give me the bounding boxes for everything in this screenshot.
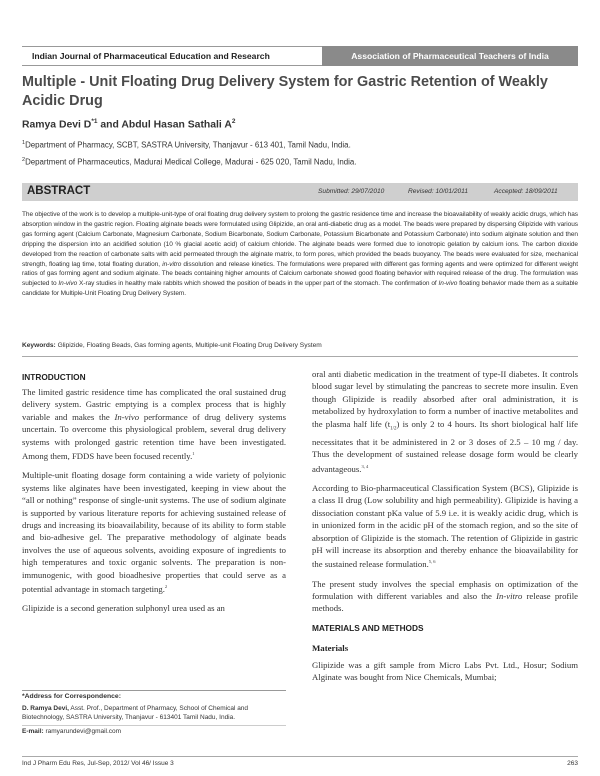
- abstract-heading: ABSTRACT: [27, 185, 91, 197]
- accepted-date: Accepted: 18/09/2011: [494, 188, 558, 195]
- author-line: [22, 118, 235, 130]
- left-column: [22, 386, 286, 622]
- keywords-text: Glipizide, Floating Beads, Gas forming agents, Multiple-unit Floating Drug Delivery System: [57, 342, 322, 349]
- right-paragraph-2: According to Bio-pharmaceutical Classification System (BCS), Glipizide is a class II drug (Low solubility and high permeability). Glipizide is having a dissociation constant pKa value of 5.9 i.e. it is weakly acidic drug, which is in unionized form in the acidic pH of the stomach region, and so the site of absorption of Glipizide is the stomach. The retention of Glipizide in gastric pH will increase its absorption and thereby enhance the bioavailability for the sustained release formulation.$^{5, 6}$: [312, 482, 578, 570]
- submitted-date: Submitted: 29/07/2010: [318, 188, 385, 195]
- author-1-sup: *1: [91, 118, 98, 125]
- association-name: Association of Pharmaceutical Teachers of India: [322, 46, 578, 66]
- keywords: [22, 342, 578, 349]
- abstract-bar: [22, 183, 578, 201]
- materials-heading: Materials: [312, 643, 349, 654]
- intro-paragraph-1: The limited gastric residence time has complicated the oral sustained drug delivery system. Gastric emptying is a complex process that is highly variable and makes the In-vivo performance of drug delivery systems uncertain. To overcome this physiological problem, several drug delivery systems with prolonged gastric retention time have been investigated. Among them, FDDS have been focused recently.$^1$: [22, 387, 286, 461]
- affiliation-2: $^2$Department of Pharmaceutics, Madurai Medical College, Madurai - 625 020, Tamil Nadu, India.: [22, 157, 357, 167]
- materials-methods-heading: MATERIALS AND METHODS: [312, 622, 424, 633]
- correspondence-email: E-mail: ramyarundevi@gmail.com: [22, 725, 286, 737]
- revised-date: Revised: 10/01/2011: [408, 188, 468, 195]
- journal-header: [22, 46, 578, 66]
- abstract-text: The objective of the work is to develop a multiple-unit-type of oral floating drug delivery system to prolong the gastric residence time and increase the bioavailability of weakly acidic drugs, which has absorption window in the gastric region. Floating alginate beads were formulated using Glipizide, an oral anti-diabetic drug as a model. The beads were prepared by dispersing Glipizide with various gas forming agent (Calcium Carbonate, Magnesium Carbonate, Sodium Bicarbonate, Sodium Carbonate, Potassium Bicarbonate and Potassium Carbonate) into sodium alginate solution and then dripping the dispersion into an acidified solution (10 % glacial acetic acid) of calcium chloride. The alginate beads were formed due to ionotropic gelation by calcium ions. The carbon dioxide developed from the reaction of carbonate salts with acid permeated through the alginate matrix, to form pores, which provided the beads buoyancy. The beads were evaluated for size, mechanical strength, floating lag time, total floating duration, in-vitro dissolution and release kinetics. The formulations were prepared with different gas forming agents and were optimized for different weight ratios of gas forming agent and sodium alginate. The beads containing higher amounts of Calcium carbonate showed good floating behavior with required release of the drug. The formulation was subjected to In-vivo X-ray studies in healthy male rabbits which showed the position of beads in the upper part of the stomach. The confirmation of In-vivo floating behavior made them as a suitable candidate for Multiple-Unit Floating Drug Delivery System.: [22, 211, 579, 298]
- author-2-sup: 2: [231, 118, 236, 125]
- author-1: Ramya Devi D: [22, 119, 92, 131]
- right-paragraph-1: oral anti diabetic medication in the treatment of type-II diabetes. It controls blood sugar level by stimulating the pancreas to secrete more insulin. Even though Glipizide is readily absorbed after oral administration, it is metabolized by hydroxylation to form a number of inactive metabolites and the plasma half life $(t_{1/2})$ is only 2 to 4 hours. Its short biological half life necessitates that it be administered in 2 or 3 doses of 2.5 – 10 mg / day. Thus the development of sustained release dosage form would be clearly advantageous.$^{3, 4}$: [312, 369, 578, 474]
- intro-paragraph-3: Glipizide is a second generation sulphonyl urea used as an: [22, 603, 225, 614]
- right-column: [312, 368, 578, 690]
- right-paragraph-3: The present study involves the special emphasis on optimization of the formulation with different variables and also the In-vitro release profile methods.: [312, 578, 578, 614]
- correspondence-address: D. Ramya Devi, Asst. Prof., Department of Pharmacy, School of Chemical and Biotechnology, SASTRA University, Thanjavur - 613401 Tamil Nadu, India.: [22, 704, 249, 721]
- correspondence-box: [22, 690, 286, 737]
- keywords-label: Keywords:: [22, 342, 56, 349]
- intro-paragraph-2: Multiple-unit floating dosage form containing a wide variety of polyionic systems like alginates have been investigated, keeping in view about the “all or nothing” response of single-unit systems. The use of sodium alginate is supported by various literature reports for achieving sustained release of drugs and increasing its bioavailability, because of its ability to form stable and bio-adhesive gel. The preparative methodology of alginate beads involves the use of aqueous solvents, avoiding exposure of ingredients to high temperatures and toxic organic solvents. The preparation is non-immunogenic, with good bioadhesive properties that could serve as a potential advantage in stomach targeting.$^2$: [22, 470, 286, 594]
- footer-divider: [22, 756, 578, 757]
- materials-paragraph: Glipizide was a gift sample from Micro Labs Pvt. Ltd., Hosur; Sodium Alginate was bought from Nice Chemicals, Mumbai;: [312, 659, 578, 683]
- page-number: 263: [567, 760, 578, 767]
- author-conj: and: [100, 119, 119, 131]
- journal-name: Indian Journal of Pharmaceutical Education and Research: [22, 46, 322, 66]
- intro-heading: INTRODUCTION: [22, 372, 86, 382]
- affiliation-1: $^1$Department of Pharmacy, SCBT, SASTRA University, Thanjavur - 613 401, Tamil Nadu, India.: [22, 140, 351, 150]
- footer-citation: Ind J Pharm Edu Res, Jul-Sep, 2012/ Vol 46/ Issue 3: [22, 760, 174, 767]
- correspondence-heading: *Address for Correspondence:: [22, 693, 121, 700]
- author-2: Abdul Hasan Sathali A: [121, 119, 232, 131]
- section-divider: [22, 356, 578, 357]
- article-title: Multiple - Unit Floating Drug Delivery System for Gastric Retention of Weakly Acidic Drug: [22, 74, 548, 109]
